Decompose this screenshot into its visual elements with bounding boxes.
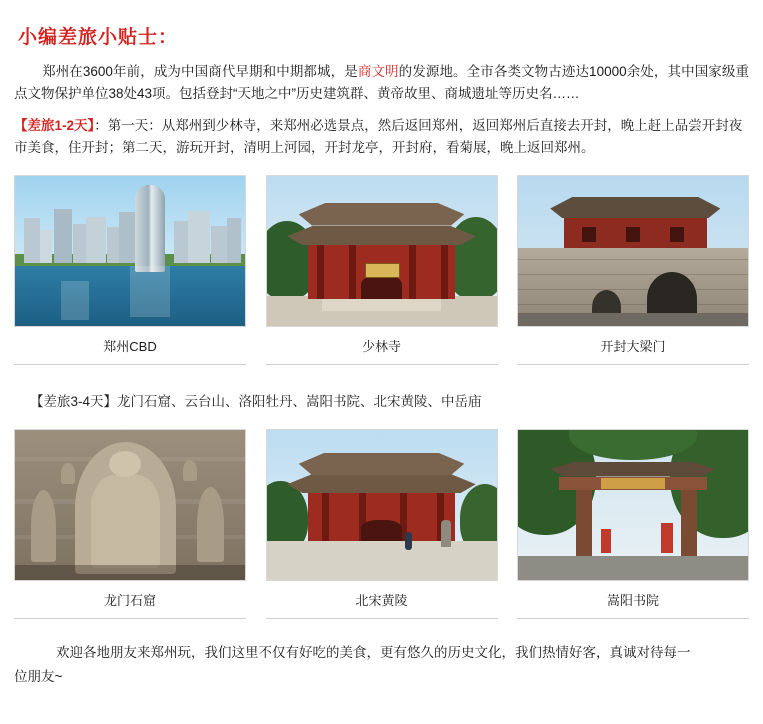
building-shape (188, 211, 210, 264)
attendant-statue (31, 490, 56, 562)
photo-card-song-tombs[interactable] (266, 429, 498, 619)
building-shape (119, 212, 135, 263)
corn-tower-landmark (135, 185, 165, 272)
kaifeng-daliang-gate-photo (517, 175, 749, 327)
small-cave-statue (183, 460, 197, 481)
photo-caption: 龙门石窟 (14, 581, 246, 619)
gallery-row-1 (14, 175, 749, 365)
archway-pillar (681, 490, 697, 556)
photo-caption: 嵩阳书院 (517, 581, 749, 619)
closing-line-1: 欢迎各地朋友来郑州玩，我们这里不仅有好吃的美食，更有悠久的历史文化，我们热情好客，真诚对待每一 (56, 645, 691, 660)
building-shape (24, 218, 40, 263)
northern-song-tombs-photo (266, 429, 498, 581)
road-ground (518, 313, 748, 327)
photo-card-shaolin-temple[interactable] (266, 175, 498, 365)
photo-card-kaifeng-gate[interactable] (517, 175, 749, 365)
photo-caption: 北宋黄陵 (266, 581, 498, 619)
gallery-row-2 (14, 429, 749, 619)
tip-1-2-days-text: 第一天：从郑州到少林寺，来郑州必选景点，然后返回郑州，返回郑州后直接去开封，晚上赶上品尝开封夜市美食，住开封；第二天，游玩开封，清明上河园，开封龙亭，开封府，看菊展，晚上返回郑州。 (14, 118, 743, 155)
visitor-figure (405, 532, 412, 550)
intro-text-part1: 郑州在3600年前，成为中国商代早期和中期都城，是 (42, 64, 358, 79)
upper-roof (299, 453, 465, 476)
wall-course-line (518, 274, 748, 275)
archway-plaque (601, 478, 665, 489)
pillar-shape (322, 490, 329, 541)
lower-roof (287, 474, 476, 494)
longmen-grottoes-photo (14, 429, 246, 581)
building-shape (211, 226, 227, 264)
small-cave-statue (61, 463, 75, 484)
wall-course-line (518, 259, 748, 260)
songyang-academy-photo (517, 429, 749, 581)
wall-course-line (518, 289, 748, 290)
pillar-shape (409, 242, 416, 299)
photo-caption: 开封大梁门 (517, 327, 749, 365)
red-banner (601, 529, 611, 553)
photo-card-longmen-grottoes[interactable] (14, 429, 246, 619)
intro-highlight: 商文明 (357, 64, 399, 79)
intro-text-part2: 的发源地。全市各类文物古迹达10000余处，其中国家级重点文物保护单位38处43项。包括登封“天地之中”历史建筑群、黄帝故里、商城遗址等历史名…… (14, 64, 749, 101)
photo-card-songyang-academy[interactable] (517, 429, 749, 619)
pillar-shape (441, 242, 448, 299)
building-shape (227, 218, 241, 263)
water-reflection (61, 281, 89, 320)
lower-roof (287, 226, 476, 246)
closing-paragraph (14, 641, 749, 689)
building-shape (54, 209, 72, 263)
tip-1-2-days-label: 【差旅1-2天】 (14, 118, 95, 133)
tower-roof (550, 197, 720, 218)
hall-doorway (361, 520, 402, 541)
shaolin-temple-photo (266, 175, 498, 327)
page-title: 小编差旅小贴士： (18, 27, 179, 48)
tower-window (626, 227, 640, 242)
photo-caption: 少林寺 (266, 327, 498, 365)
archway-roof (550, 462, 716, 477)
buddha-head (109, 451, 141, 477)
archway-pillar (576, 490, 592, 556)
intro-paragraph (14, 61, 749, 105)
building-shape (40, 230, 52, 263)
travel-tips-page (0, 22, 763, 724)
tip-3-4-days (30, 391, 749, 413)
wall-course-line (518, 304, 748, 305)
water-reflection (130, 266, 170, 317)
photo-card-zhengzhou-cbd[interactable] (14, 175, 246, 365)
zhengzhou-cbd-photo (14, 175, 246, 327)
buddha-body (91, 475, 160, 568)
tip-1-2-days (14, 115, 749, 159)
tip-3-4-days-label: 【差旅3-4天】 (30, 394, 118, 409)
upper-roof (299, 203, 465, 226)
building-shape (174, 221, 188, 263)
attendant-statue (197, 487, 225, 562)
courtyard-ground (267, 541, 497, 580)
closing-line-2: 位朋友~ (14, 669, 63, 684)
building-shape (73, 224, 87, 263)
building-shape (86, 217, 106, 264)
tip-3-4-days-text: 龙门石窟、云台山、洛阳牡丹、嵩阳书院、北宋黄陵、中岳庙 (117, 394, 482, 409)
hall-doorway (361, 275, 402, 299)
pillar-shape (317, 242, 324, 299)
building-shape (107, 227, 119, 263)
photo-caption: 郑州CBD (14, 327, 246, 365)
pillar-shape (349, 242, 356, 299)
red-banner (661, 523, 673, 553)
tip-1-2-days-colon: ： (94, 118, 108, 133)
tower-window (670, 227, 684, 242)
tower-window (582, 227, 596, 242)
stone-statue (441, 520, 451, 547)
path-ground (518, 556, 748, 580)
foreground-shadow (15, 565, 245, 580)
name-plaque (365, 263, 399, 279)
